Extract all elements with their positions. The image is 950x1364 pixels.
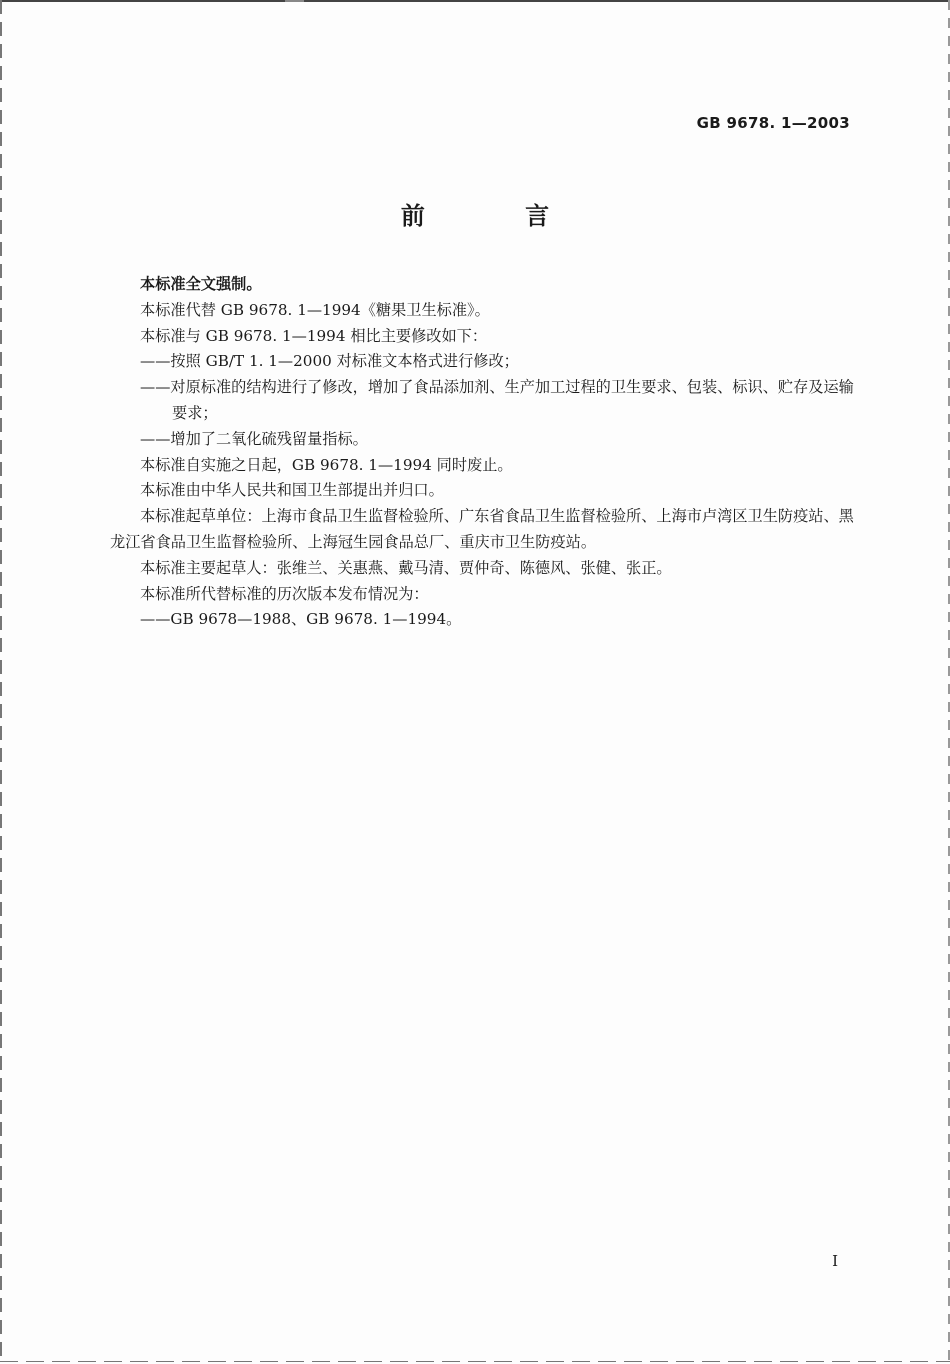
- paragraph-drafting-units: 本标准起草单位：上海市食品卫生监督检验所、广东省食品卫生监督检验所、上海市卢湾区卫生防疫站、黑龙江省食品卫生监督检验所、上海冠生园食品总厂、重庆市卫生防疫站。: [110, 507, 854, 551]
- scan-edge-top: [0, 0, 950, 2]
- paragraph-abolish: 本标准自实施之日起，GB 9678. 1—1994 同时废止。: [140, 455, 513, 474]
- scan-edge-bottom: [0, 1361, 950, 1362]
- foreword-body: [110, 272, 854, 633]
- change-item-format: ——按照 GB/T 1. 1—2000 对标准文本格式进行修改；: [140, 352, 519, 371]
- paragraph-changes-intro: 本标准与 GB 9678. 1—1994 相比主要修改如下：: [140, 326, 488, 345]
- page-title: 前 言: [400, 202, 596, 230]
- paragraph-proposer: 本标准由中华人民共和国卫生部提出并归口。: [140, 481, 444, 500]
- history-item: ——GB 9678—1988、GB 9678. 1—1994。: [140, 610, 462, 629]
- change-item-so2: ——增加了二氧化硫残留量指标。: [140, 429, 368, 448]
- standard-code: GB 9678. 1—2003: [696, 114, 850, 132]
- paragraph-mandatory: 本标准全文强制。: [140, 275, 262, 293]
- page-number: I: [832, 1252, 838, 1270]
- paragraph-replaces: 本标准代替 GB 9678. 1—1994《糖果卫生标准》。: [140, 300, 490, 319]
- paragraph-drafters: 本标准主要起草人：张维兰、关惠燕、戴马清、贾仲奇、陈德风、张健、张正。: [140, 558, 672, 577]
- change-item-structure: ——对原标准的结构进行了修改，增加了食品添加剂、生产加工过程的卫生要求、包装、标识、贮存及运输要求；: [140, 378, 854, 422]
- paragraph-history-intro: 本标准所代替标准的历次版本发布情况为：: [140, 584, 429, 603]
